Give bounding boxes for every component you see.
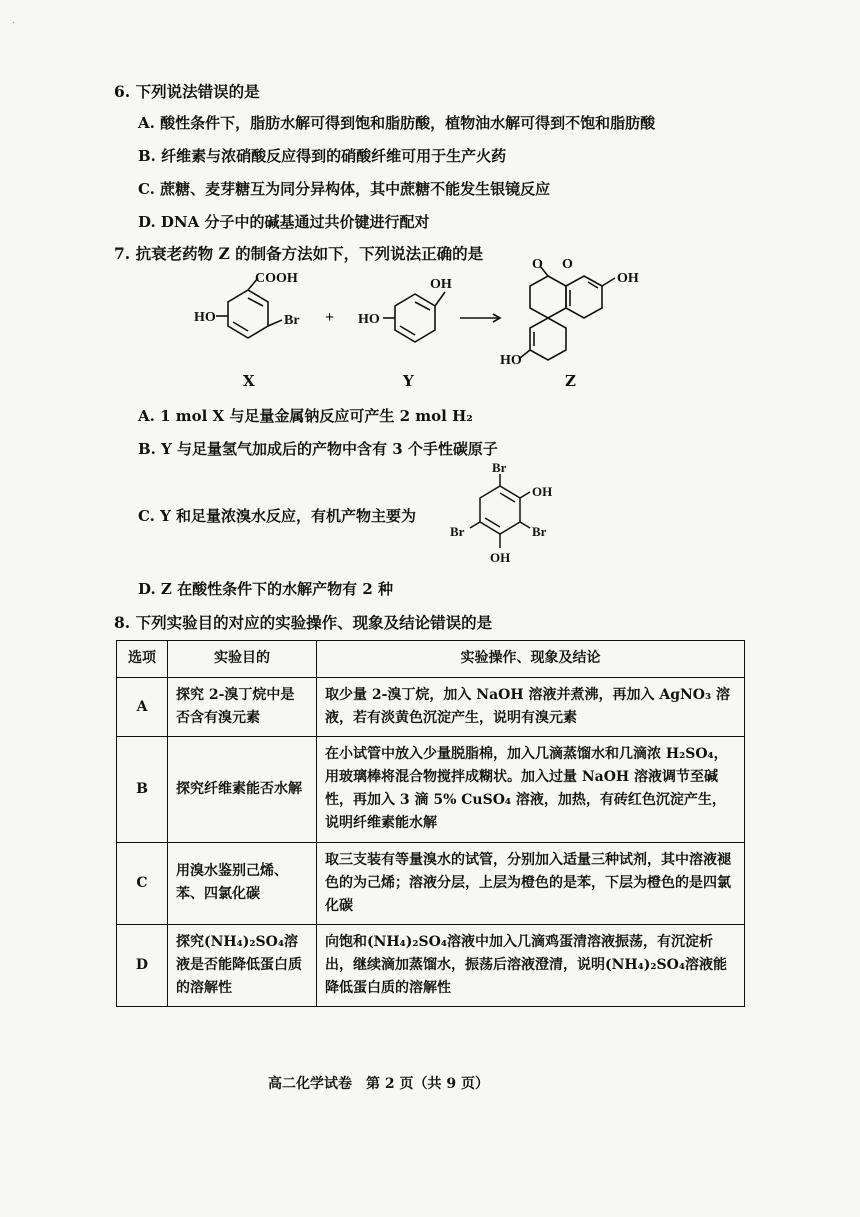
q6-stem: 6. 下列说法错误的是	[114, 82, 260, 101]
row-b-option: B	[117, 737, 168, 842]
row-c-option: C	[117, 842, 168, 924]
reaction-svg	[100, 258, 800, 398]
z-ho-label: HO	[500, 353, 522, 368]
z-right-ring	[566, 276, 602, 318]
scan-speck: ·	[12, 18, 16, 29]
tribromophenol-structure	[440, 460, 560, 570]
label-z: Z	[565, 372, 576, 390]
x-ho-label: HO	[194, 310, 216, 325]
x-br-bond	[268, 320, 282, 326]
product-br-right: Br	[532, 524, 547, 539]
product-oh-right: OH	[532, 484, 553, 499]
y-ho-label: HO	[358, 312, 380, 327]
z-oh-label: OH	[617, 271, 639, 286]
table-row	[117, 737, 745, 842]
q7-option-d: D. Z 在酸性条件下的水解产物有 2 种	[138, 580, 393, 598]
row-a-purpose: 探究 2-溴丁烷中是否含有溴元素	[168, 678, 317, 737]
product-oh-bottom: OH	[490, 550, 511, 565]
table-row	[117, 842, 745, 924]
product-br-left: Br	[450, 524, 465, 539]
row-a-procedure: 取少量 2-溴丁烷，加入 NaOH 溶液并煮沸，再加入 AgNO₃ 溶液，若有淡黄色沉淀产生，说明有溴元素	[317, 678, 745, 737]
row-c-purpose: 用溴水鉴别己烯、苯、四氯化碳	[168, 842, 317, 924]
y-oh-label: OH	[430, 277, 452, 292]
z-lactone-ring	[530, 276, 566, 318]
z-carbonyl-o: O	[532, 258, 543, 272]
row-d-procedure: 向饱和(NH₄)₂SO₄溶液中加入几滴鸡蛋清溶液振荡，有沉淀析出，继续滴加蒸馏水，振荡后溶液澄清，说明(NH₄)₂SO₄溶液能降低蛋白质的溶解性	[317, 924, 745, 1006]
label-x: X	[243, 372, 255, 390]
q8-table	[116, 640, 745, 1007]
header-purpose: 实验目的	[168, 641, 317, 678]
q7-stem: 7. 抗衰老药物 Z 的制备方法如下，下列说法正确的是	[114, 244, 484, 263]
z-ring-o: O	[562, 258, 573, 272]
plus-sign: +	[325, 309, 335, 326]
product-br-top: Br	[492, 460, 507, 475]
row-d-option: D	[117, 924, 168, 1006]
row-c-procedure: 取三支装有等量溴水的试管，分别加入适量三种试剂，其中溶液褪色的为己烯；溶液分层，上层为橙色的是苯，下层为橙色的是四氯化碳	[317, 842, 745, 924]
q6-option-a: A. 酸性条件下，脂肪水解可得到饱和脂肪酸，植物油水解可得到不饱和脂肪酸	[138, 114, 656, 132]
page-footer: 高二化学试卷 第 2 页（共 9 页）	[268, 1076, 489, 1092]
q6-option-d: D. DNA 分子中的碱基通过共价键进行配对	[138, 213, 430, 231]
q7-option-c: C. Y 和足量浓溴水反应，有机产物主要为	[138, 507, 417, 525]
q6-option-c: C. 蔗糖、麦芽糖互为同分异构体，其中蔗糖不能发生银镜反应	[138, 180, 551, 198]
q7-option-a: A. 1 mol X 与足量金属钠反应可产生 2 mol H₂	[138, 407, 473, 425]
row-b-procedure: 在小试管中放入少量脱脂棉，加入几滴蒸馏水和几滴浓 H₂SO₄，用玻璃棒将混合物搅拌成糊状。加入过量 NaOH 溶液调节至碱性，再加入 3 滴 5% CuSO₄ 溶液，加热，有砖红色沉淀产生，说明纤维素能水解	[317, 737, 745, 842]
q8-stem: 8. 下列实验目的对应的实验操作、现象及结论错误的是	[114, 613, 493, 632]
table-row	[117, 924, 745, 1006]
table-row	[117, 678, 745, 737]
row-b-purpose: 探究纤维素能否水解	[168, 737, 317, 842]
y-oh-bond	[435, 292, 445, 306]
header-procedure: 实验操作、现象及结论	[317, 641, 745, 678]
row-d-purpose: 探究(NH₄)₂SO₄溶液是否能降低蛋白质的溶解性	[168, 924, 317, 1006]
reaction-scheme	[100, 258, 800, 398]
q6-option-b: B. 纤维素与浓硝酸反应得到的硝酸纤维可用于生产火药	[138, 147, 507, 165]
x-cooh-label: COOH	[255, 271, 298, 286]
label-y: Y	[403, 372, 414, 390]
row-a-option: A	[117, 678, 168, 737]
x-br-label: Br	[284, 313, 300, 328]
q7-option-b: B. Y 与足量氢气加成后的产物中含有 3 个手性碳原子	[138, 440, 498, 458]
table-header-row	[117, 641, 745, 678]
z-left-ring	[530, 318, 566, 360]
header-option: 选项	[117, 641, 168, 678]
